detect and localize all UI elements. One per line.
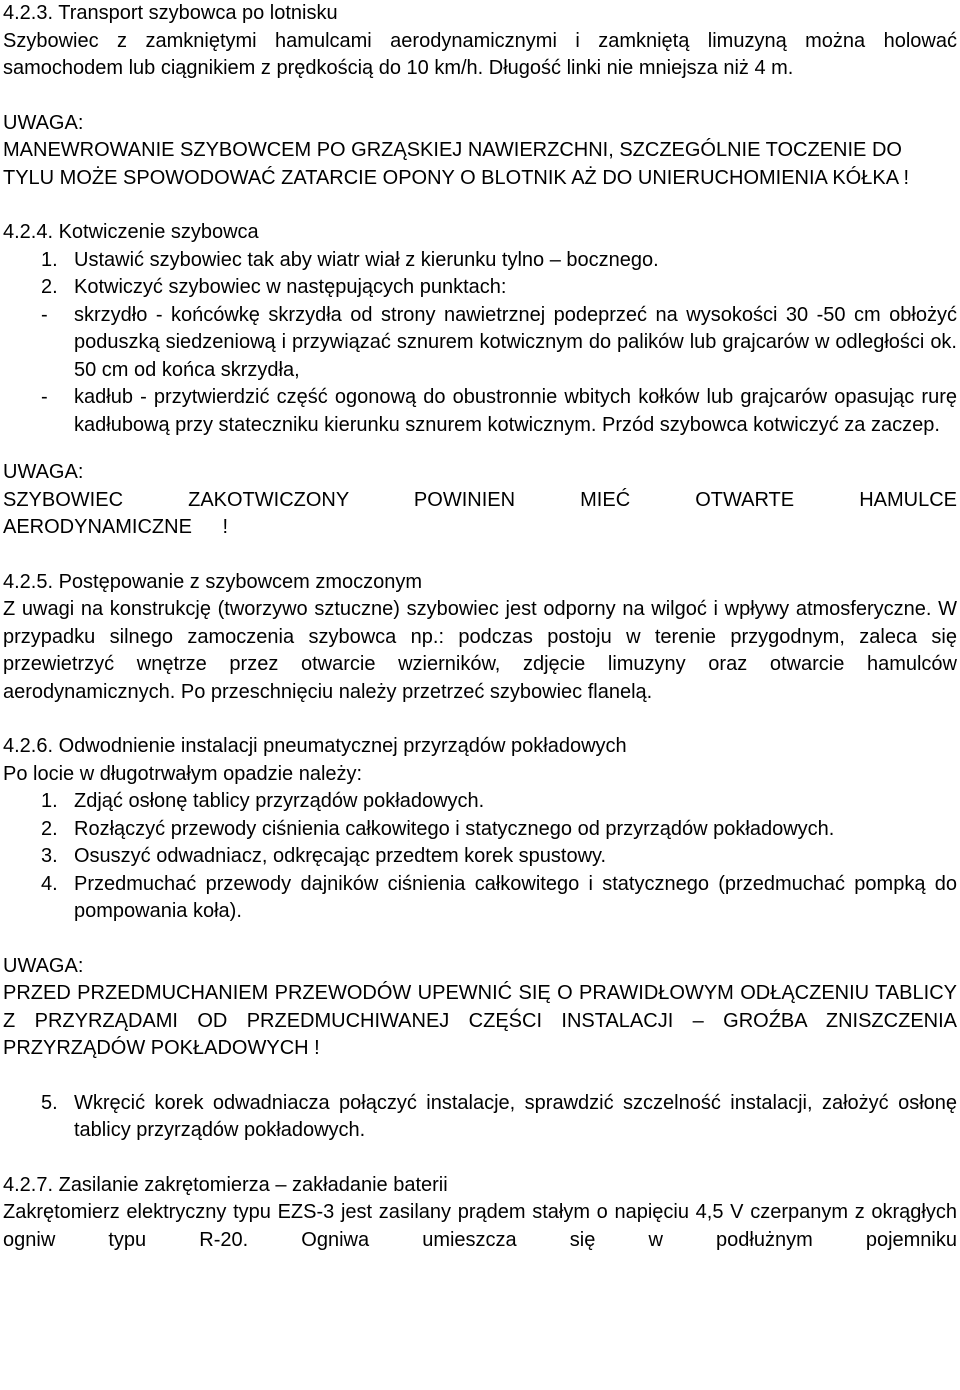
warning-label: UWAGA:	[3, 954, 84, 977]
warning-text: PRZED PRZEDMUCHANIEM PRZEWODÓW UPEWNIĆ SIĘ O PRAWIDŁOWYM ODŁĄCZENIU TABLICY Z PRZYRZĄDAMI OD PRZEDMUCHIWANEJ CZĘŚCI INSTALACJI – GROŹBA ZNISZCZENIA PRZYRZĄDÓW POKŁADOWYCH !	[3, 982, 957, 1059]
sub-list-item	[3, 384, 957, 439]
list-number: 2.	[41, 817, 58, 840]
sub-list-item	[3, 302, 957, 385]
list-item	[3, 247, 957, 275]
section-body-4-2-5: Z uwagi na konstrukcję (tworzywo sztuczne) szybowiec jest odporny na wilgoć i wpływy atmosferyczne. W przypadku silnego zamoczenia szybowca np.: podczas postoju w terenie przygodnym, zaleca się przewietrzyć wnętrze przez otwarcie wzierników, zdjęcie limuzyny oraz otwarcie hamulców aerodynamicznych. Po przeschnięciu należy przetrzeć szybowiec flanelą.	[3, 598, 957, 703]
list-text: skrzydło - końcówkę skrzydła od strony nawietrznej podeprzeć na wysokości 30 -50 cm obłożyć poduszką siedzeniową i przywiązać sznurem kotwicznym do palików lub grajcarów w odległości ok. 50 cm od końca skrzydła,	[74, 303, 957, 381]
section-heading-4-2-4: 4.2.4. Kotwiczenie szybowca	[3, 221, 259, 243]
list-number: 1.	[41, 248, 58, 271]
warning-label: UWAGA:	[3, 111, 84, 134]
warning-text: SZYBOWIEC ZAKOTWICZONY POWINIEN MIEĆ OTWARTE HAMULCE AERODYNAMICZNE !	[3, 488, 957, 538]
list-item	[3, 1090, 957, 1145]
list-number: 3.	[41, 845, 58, 867]
list-text: Wkręcić korek odwadniacza połączyć instalacje, sprawdzić szczelność instalacji, założyć osłonę tablicy przyrządów pokładowych.	[74, 1091, 957, 1141]
section-body-4-2-3: Szybowiec z zamkniętymi hamulcami aerodynamicznymi i zamkniętą limuzyną można holować samochodem lub ciągnikiem z prędkością do 10 km/h. Długość linki nie mniejsza niż 4 m.	[3, 29, 957, 79]
list-number: 2.	[41, 276, 58, 298]
section-heading-4-2-6: 4.2.6. Odwodnienie instalacji pneumatycznej przyrządów pokładowych	[3, 735, 627, 757]
list-text: Osuszyć odwadniacz, odkręcając przedtem korek spustowy.	[74, 845, 607, 867]
section-body-4-2-7: Zakrętomierz elektryczny typu EZS-3 jest zasilany prądem stałym o napięciu 4,5 V czerpanym z okrągłych ogniw typu R-20. Ogniwa umieszcza się w podłużnym pojemniku	[3, 1201, 957, 1251]
section-heading-4-2-5: 4.2.5. Postępowanie z szybowcem zmoczonym	[3, 570, 423, 593]
list-number: 4.	[41, 872, 58, 895]
warning-text: MANEWROWANIE SZYBOWCEM PO GRZĄSKIEJ NAWIERZCHNI, SZCZEGÓLNIE TOCZENIE DO TYLU MOŻE SPOWODOWAĆ ZATARCIE OPONY O BLOTNIK AŻ DO UNIERUCHOMIENIA KÓŁKA !	[3, 139, 910, 189]
list-item	[3, 274, 957, 302]
list-item	[3, 871, 957, 926]
warning-label: UWAGA:	[3, 461, 84, 483]
list-text: Ustawić szybowiec tak aby wiatr wiał z kierunku tylno – bocznego.	[74, 248, 659, 271]
list-text: Kotwiczyć szybowiec w następujących punktach:	[74, 276, 507, 298]
list-dash: -	[41, 386, 48, 408]
list-number: 1.	[41, 790, 58, 812]
section-intro-4-2-6: Po locie w długotrwałym opadzie należy:	[3, 762, 363, 785]
list-text: Rozłączyć przewody ciśnienia całkowitego i statycznego od przyrządów pokładowych.	[74, 817, 835, 840]
list-item	[3, 788, 957, 816]
list-item	[3, 843, 957, 871]
list-text: Zdjąć osłonę tablicy przyrządów pokładowych.	[74, 790, 485, 812]
section-heading-4-2-3: 4.2.3. Transport szybowca po lotnisku	[3, 2, 338, 24]
list-text: kadłub - przytwierdzić część ogonową do obustronnie wbitych kołków lub grajcarów opasując rurę kadłubową przy stateczniku kierunku sznurem kotwicznym. Przód szybowca kotwiczyć za zaczep.	[74, 386, 957, 436]
section-heading-4-2-7: 4.2.7. Zasilanie zakrętomierza – zakładanie baterii	[3, 1173, 448, 1196]
list-number: 5.	[41, 1091, 58, 1114]
list-dash: -	[41, 303, 48, 326]
list-text: Przedmuchać przewody dajników ciśnienia całkowitego i statycznego (przedmuchać pompką do pompowania koła).	[74, 872, 957, 922]
list-item	[3, 816, 957, 844]
